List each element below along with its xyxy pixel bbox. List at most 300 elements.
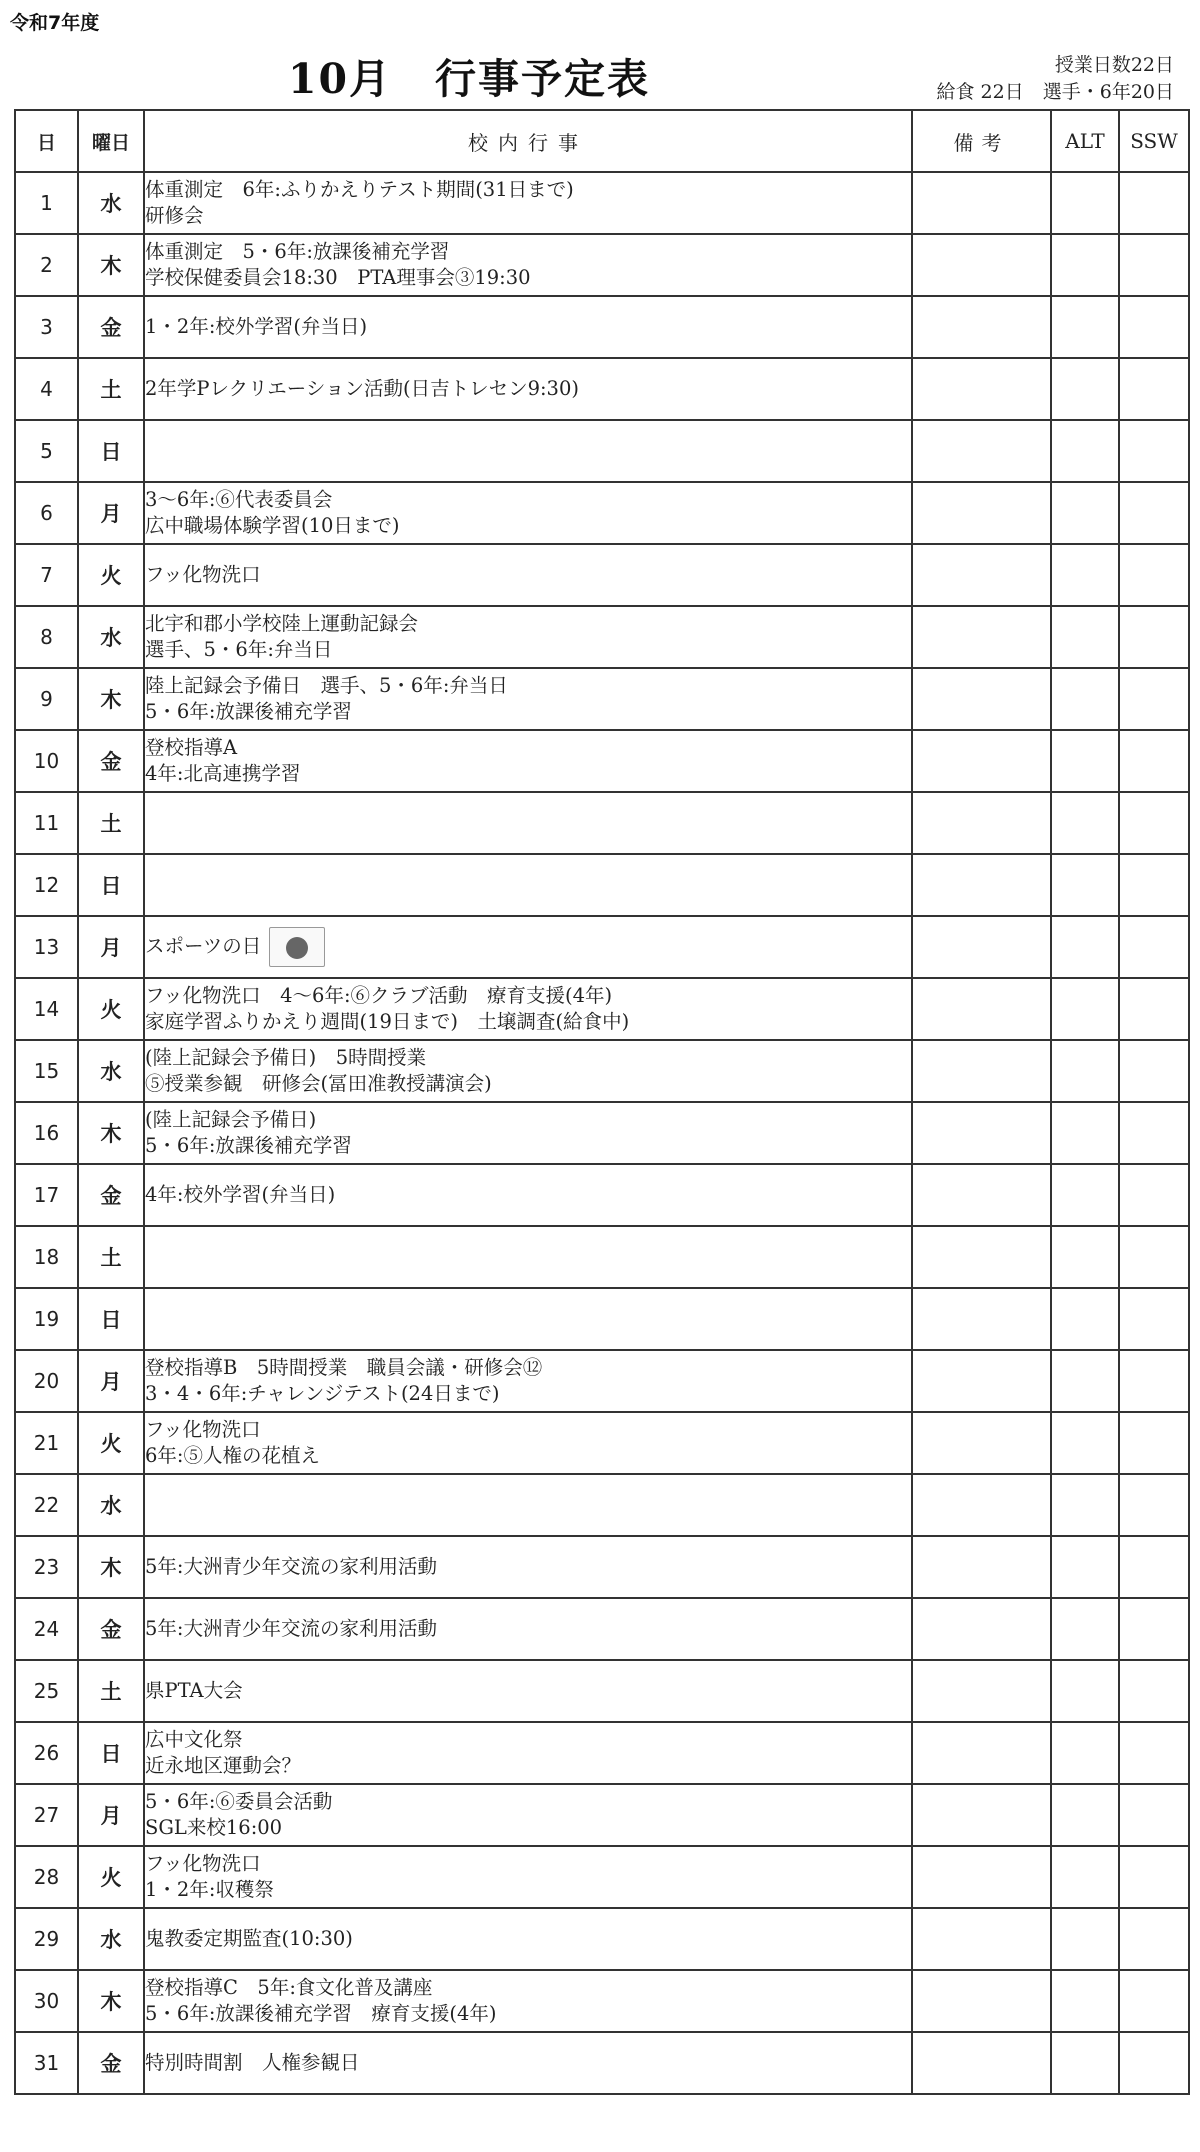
day-cell: 12 (15, 854, 78, 916)
weekday-cell: 月 (78, 916, 144, 978)
event-line (145, 673, 911, 699)
weekday-cell: 月 (78, 482, 144, 544)
event-text: 登校指導C 5年:食文化普及講座 (145, 1976, 433, 1999)
event-line (145, 2001, 911, 2027)
schedule-row (15, 1536, 1189, 1598)
event-text: 1・2年:校外学習(弁当日) (145, 315, 368, 338)
schedule-row (15, 854, 1189, 916)
schedule-row (15, 916, 1189, 978)
event-line (145, 1851, 911, 1877)
alt-cell (1051, 1536, 1119, 1598)
event-text: ⑤授業参観 研修会(冨田准教授講演会) (145, 1072, 492, 1095)
events-cell (144, 2032, 912, 2094)
event-text: SGL来校16:00 (145, 1816, 283, 1839)
schedule-row (15, 1784, 1189, 1846)
ssw-cell (1119, 668, 1189, 730)
event-text: 広中文化祭 (145, 1728, 243, 1751)
notes-cell (912, 1784, 1051, 1846)
events-cell (144, 1040, 912, 1102)
event-line (145, 177, 911, 203)
events-cell (144, 916, 912, 978)
event-text: 5年:大洲青少年交流の家利用活動 (145, 1617, 437, 1640)
ssw-cell (1119, 544, 1189, 606)
event-line (145, 1554, 911, 1580)
weekday-cell: 木 (78, 234, 144, 296)
weekday-cell: 金 (78, 296, 144, 358)
day-cell: 11 (15, 792, 78, 854)
day-cell: 20 (15, 1350, 78, 1412)
day-cell: 23 (15, 1536, 78, 1598)
events-cell (144, 1412, 912, 1474)
event-line (145, 1182, 911, 1208)
event-line (145, 927, 911, 967)
ssw-cell (1119, 1908, 1189, 1970)
events-cell (144, 1288, 912, 1350)
weekday-cell: 木 (78, 1970, 144, 2032)
event-text: 鬼教委定期監査(10:30) (145, 1927, 353, 1950)
event-text: 陸上記録会予備日 選手、5・6年:弁当日 (145, 674, 508, 697)
ssw-cell (1119, 420, 1189, 482)
event-text: 5・6年:放課後補充学習 (145, 700, 352, 723)
alt-cell (1051, 420, 1119, 482)
schedule-row (15, 296, 1189, 358)
weekday-cell: 日 (78, 1722, 144, 1784)
alt-cell (1051, 234, 1119, 296)
ssw-cell (1119, 1040, 1189, 1102)
event-text: フッ化物洗口 4～6年:⑥クラブ活動 療育支援(4年) (145, 984, 613, 1007)
alt-cell (1051, 482, 1119, 544)
ssw-cell (1119, 1660, 1189, 1722)
alt-cell (1051, 668, 1119, 730)
weekday-cell: 土 (78, 792, 144, 854)
day-cell: 17 (15, 1164, 78, 1226)
notes-cell (912, 296, 1051, 358)
weekday-cell: 火 (78, 1412, 144, 1474)
event-line (145, 761, 911, 787)
alt-cell (1051, 1846, 1119, 1908)
schedule-row (15, 1660, 1189, 1722)
weekday-cell: 水 (78, 172, 144, 234)
alt-cell (1051, 1660, 1119, 1722)
day-cell: 5 (15, 420, 78, 482)
schedule-row (15, 730, 1189, 792)
day-cell: 14 (15, 978, 78, 1040)
notes-cell (912, 1350, 1051, 1412)
schedule-row (15, 420, 1189, 482)
ssw-cell (1119, 1846, 1189, 1908)
event-line (145, 735, 911, 761)
weekday-cell: 金 (78, 730, 144, 792)
schedule-row (15, 482, 1189, 544)
notes-cell (912, 1722, 1051, 1784)
ssw-cell (1119, 1784, 1189, 1846)
event-text: 体重測定 5・6年:放課後補充学習 (145, 240, 450, 263)
day-cell: 19 (15, 1288, 78, 1350)
schedule-row (15, 606, 1189, 668)
schedule-row (15, 1350, 1189, 1412)
notes-cell (912, 234, 1051, 296)
alt-cell (1051, 1350, 1119, 1412)
ssw-cell (1119, 234, 1189, 296)
schedule-row (15, 1226, 1189, 1288)
alt-cell (1051, 854, 1119, 916)
schedule-row (15, 792, 1189, 854)
day-cell: 15 (15, 1040, 78, 1102)
weekday-cell: 土 (78, 1660, 144, 1722)
event-text: 4年:北高連携学習 (145, 762, 301, 785)
schedule-row (15, 172, 1189, 234)
ssw-cell (1119, 978, 1189, 1040)
notes-cell (912, 730, 1051, 792)
event-text: フッ化物洗口 (145, 1852, 261, 1875)
event-text: 4年:校外学習(弁当日) (145, 1183, 336, 1206)
school-days-count: 授業日数22日 (1054, 54, 1174, 76)
page-title: 10月 行事予定表 (288, 55, 651, 103)
notes-cell (912, 172, 1051, 234)
schedule-row (15, 1722, 1189, 1784)
schedule-row (15, 668, 1189, 730)
event-line (145, 1133, 911, 1159)
weekday-cell: 日 (78, 1288, 144, 1350)
notes-cell (912, 1040, 1051, 1102)
notes-cell (912, 2032, 1051, 2094)
alt-cell (1051, 296, 1119, 358)
events-cell (144, 1350, 912, 1412)
event-line (145, 376, 911, 402)
weekday-cell: 水 (78, 606, 144, 668)
flag-circle-icon (286, 937, 308, 959)
alt-cell (1051, 1722, 1119, 1784)
events-cell (144, 978, 912, 1040)
weekday-cell: 日 (78, 854, 144, 916)
day-cell: 26 (15, 1722, 78, 1784)
ssw-cell (1119, 606, 1189, 668)
day-cell: 27 (15, 1784, 78, 1846)
alt-cell (1051, 172, 1119, 234)
day-cell: 30 (15, 1970, 78, 2032)
notes-cell (912, 792, 1051, 854)
event-line (145, 203, 911, 229)
notes-cell (912, 1164, 1051, 1226)
schedule-row (15, 234, 1189, 296)
weekday-cell: 木 (78, 1536, 144, 1598)
events-cell (144, 1784, 912, 1846)
ssw-cell (1119, 2032, 1189, 2094)
event-line (145, 239, 911, 265)
schedule-row (15, 1846, 1189, 1908)
event-line (145, 265, 911, 291)
event-text: 5・6年:放課後補充学習 (145, 1134, 352, 1157)
alt-cell (1051, 978, 1119, 1040)
schedule-row (15, 1598, 1189, 1660)
day-cell: 18 (15, 1226, 78, 1288)
event-text: 体重測定 6年:ふりかえりテスト期間(31日まで) (145, 178, 574, 201)
alt-cell (1051, 1784, 1119, 1846)
weekday-cell: 土 (78, 358, 144, 420)
notes-cell (912, 1226, 1051, 1288)
ssw-cell (1119, 1350, 1189, 1412)
event-text: (陸上記録会予備日) (145, 1108, 317, 1131)
col-header-ssw: SSW (1119, 110, 1189, 172)
notes-cell (912, 1598, 1051, 1660)
events-cell (144, 1226, 912, 1288)
event-line (145, 314, 911, 340)
alt-cell (1051, 1288, 1119, 1350)
events-cell (144, 1970, 912, 2032)
event-line (145, 699, 911, 725)
events-cell (144, 668, 912, 730)
schedule-row (15, 978, 1189, 1040)
ssw-cell (1119, 1970, 1189, 2032)
ssw-cell (1119, 1288, 1189, 1350)
weekday-cell: 土 (78, 1226, 144, 1288)
alt-cell (1051, 1970, 1119, 2032)
event-text: 5・6年:放課後補充学習 療育支援(4年) (145, 2002, 497, 2025)
events-cell (144, 358, 912, 420)
alt-cell (1051, 916, 1119, 978)
event-text: 5・6年:⑥委員会活動 (145, 1790, 333, 1813)
event-line (145, 1009, 911, 1035)
events-cell (144, 854, 912, 916)
notes-cell (912, 978, 1051, 1040)
col-header-weekday: 曜日 (78, 110, 144, 172)
event-line (145, 637, 911, 663)
alt-cell (1051, 1164, 1119, 1226)
event-text: 広中職場体験学習(10日まで) (145, 514, 400, 537)
fiscal-year-label: 令和7年度 (10, 12, 100, 34)
event-text: 学校保健委員会18:30 PTA理事会③19:30 (145, 266, 531, 289)
day-cell: 28 (15, 1846, 78, 1908)
day-cell: 16 (15, 1102, 78, 1164)
notes-cell (912, 668, 1051, 730)
col-header-events: 校内行事 (144, 110, 912, 172)
event-text: 選手、5・6年:弁当日 (145, 638, 333, 661)
col-header-day: 日 (15, 110, 78, 172)
day-cell: 3 (15, 296, 78, 358)
event-line (145, 562, 911, 588)
events-cell (144, 1660, 912, 1722)
alt-cell (1051, 606, 1119, 668)
day-cell: 2 (15, 234, 78, 296)
day-cell: 22 (15, 1474, 78, 1536)
alt-cell (1051, 730, 1119, 792)
events-cell (144, 234, 912, 296)
notes-cell (912, 544, 1051, 606)
event-text: (陸上記録会予備日) 5時間授業 (145, 1046, 427, 1069)
event-schedule-table (14, 109, 1190, 2095)
notes-cell (912, 854, 1051, 916)
schedule-row (15, 1288, 1189, 1350)
notes-cell (912, 1970, 1051, 2032)
notes-cell (912, 916, 1051, 978)
weekday-cell: 水 (78, 1908, 144, 1970)
event-line (145, 1975, 911, 2001)
ssw-cell (1119, 1474, 1189, 1536)
col-header-notes: 備考 (912, 110, 1051, 172)
schedule-row (15, 1102, 1189, 1164)
schedule-row (15, 1474, 1189, 1536)
schedule-row (15, 544, 1189, 606)
notes-cell (912, 1660, 1051, 1722)
event-text: 近永地区運動会？ (145, 1754, 302, 1777)
event-line (145, 1877, 911, 1903)
schedule-row (15, 358, 1189, 420)
events-cell (144, 1722, 912, 1784)
ssw-cell (1119, 1722, 1189, 1784)
events-cell (144, 792, 912, 854)
schedule-row (15, 1164, 1189, 1226)
alt-cell (1051, 2032, 1119, 2094)
alt-cell (1051, 1412, 1119, 1474)
day-cell: 21 (15, 1412, 78, 1474)
ssw-cell (1119, 854, 1189, 916)
alt-cell (1051, 1040, 1119, 1102)
weekday-cell: 金 (78, 2032, 144, 2094)
event-text: 3～6年:⑥代表委員会 (145, 488, 333, 511)
events-cell (144, 1536, 912, 1598)
schedule-row (15, 1970, 1189, 2032)
weekday-cell: 火 (78, 1846, 144, 1908)
events-cell (144, 1908, 912, 1970)
alt-cell (1051, 358, 1119, 420)
ssw-cell (1119, 1226, 1189, 1288)
col-header-alt: ALT (1051, 110, 1119, 172)
day-cell: 13 (15, 916, 78, 978)
day-cell: 7 (15, 544, 78, 606)
event-text: フッ化物洗口 (145, 563, 261, 586)
weekday-cell: 木 (78, 1102, 144, 1164)
event-line (145, 1355, 911, 1381)
schedule-row (15, 1040, 1189, 1102)
events-cell (144, 482, 912, 544)
ssw-cell (1119, 1598, 1189, 1660)
event-line (145, 1789, 911, 1815)
lunch-days-count: 給食 22日 選手・6年20日 (936, 81, 1174, 103)
event-line (145, 1616, 911, 1642)
events-cell (144, 1598, 912, 1660)
day-cell: 29 (15, 1908, 78, 1970)
events-cell (144, 1474, 912, 1536)
ssw-cell (1119, 358, 1189, 420)
schedule-row (15, 1412, 1189, 1474)
event-line (145, 513, 911, 539)
weekday-cell: 金 (78, 1164, 144, 1226)
notes-cell (912, 482, 1051, 544)
notes-cell (912, 358, 1051, 420)
event-line (145, 983, 911, 1009)
notes-cell (912, 1412, 1051, 1474)
event-text: 登校指導B 5時間授業 職員会議・研修会⑫ (145, 1356, 543, 1379)
event-line (145, 487, 911, 513)
event-line (145, 1753, 911, 1779)
event-text: フッ化物洗口 (145, 1418, 261, 1441)
event-line (145, 1678, 911, 1704)
schedule-row (15, 1908, 1189, 1970)
day-cell: 4 (15, 358, 78, 420)
schedule-row (15, 2032, 1189, 2094)
event-line (145, 1045, 911, 1071)
events-cell (144, 544, 912, 606)
weekday-cell: 木 (78, 668, 144, 730)
ssw-cell (1119, 1536, 1189, 1598)
weekday-cell: 火 (78, 544, 144, 606)
weekday-cell: 水 (78, 1040, 144, 1102)
events-cell (144, 1846, 912, 1908)
event-text: スポーツの日 (145, 934, 262, 958)
notes-cell (912, 1288, 1051, 1350)
event-text: 3・4・6年:チャレンジテスト(24日まで) (145, 1382, 500, 1405)
day-cell: 6 (15, 482, 78, 544)
alt-cell (1051, 792, 1119, 854)
event-line (145, 1727, 911, 1753)
event-text: 5年:大洲青少年交流の家利用活動 (145, 1555, 437, 1578)
event-line (145, 611, 911, 637)
event-line (145, 1926, 911, 1952)
alt-cell (1051, 1908, 1119, 1970)
notes-cell (912, 1474, 1051, 1536)
events-cell (144, 730, 912, 792)
weekday-cell: 金 (78, 1598, 144, 1660)
alt-cell (1051, 1474, 1119, 1536)
notes-cell (912, 1536, 1051, 1598)
event-text: 研修会 (145, 204, 204, 227)
event-line (145, 1443, 911, 1469)
event-line (145, 1381, 911, 1407)
weekday-cell: 月 (78, 1350, 144, 1412)
notes-cell (912, 1908, 1051, 1970)
day-cell: 8 (15, 606, 78, 668)
events-cell (144, 606, 912, 668)
day-cell: 25 (15, 1660, 78, 1722)
event-text: 家庭学習ふりかえり週間(19日まで) 土壌調査(給食中) (145, 1010, 630, 1033)
ssw-cell (1119, 730, 1189, 792)
alt-cell (1051, 1226, 1119, 1288)
ssw-cell (1119, 296, 1189, 358)
events-cell (144, 296, 912, 358)
day-cell: 31 (15, 2032, 78, 2094)
ssw-cell (1119, 1102, 1189, 1164)
ssw-cell (1119, 792, 1189, 854)
event-text: 登校指導A (145, 736, 238, 759)
ssw-cell (1119, 1412, 1189, 1474)
ssw-cell (1119, 172, 1189, 234)
event-line (145, 1417, 911, 1443)
event-text: 1・2年:収穫祭 (145, 1878, 274, 1901)
event-text: 北宇和郡小学校陸上運動記録会 (145, 612, 419, 635)
event-line (145, 1071, 911, 1097)
weekday-cell: 火 (78, 978, 144, 1040)
ssw-cell (1119, 1164, 1189, 1226)
events-cell (144, 1164, 912, 1226)
day-cell: 9 (15, 668, 78, 730)
notes-cell (912, 606, 1051, 668)
alt-cell (1051, 544, 1119, 606)
header-row (15, 110, 1189, 172)
ssw-cell (1119, 482, 1189, 544)
event-text: 県PTA大会 (145, 1679, 243, 1702)
weekday-cell: 月 (78, 1784, 144, 1846)
notes-cell (912, 1846, 1051, 1908)
notes-cell (912, 420, 1051, 482)
events-cell (144, 1102, 912, 1164)
event-text: 特別時間割 人権参観日 (145, 2051, 360, 2074)
day-cell: 24 (15, 1598, 78, 1660)
summary-block (937, 52, 1174, 106)
event-line (145, 2050, 911, 2076)
event-text: 2年学Pレクリエーション活動(日吉トレセン9:30) (145, 377, 579, 400)
day-cell: 10 (15, 730, 78, 792)
event-line (145, 1107, 911, 1133)
